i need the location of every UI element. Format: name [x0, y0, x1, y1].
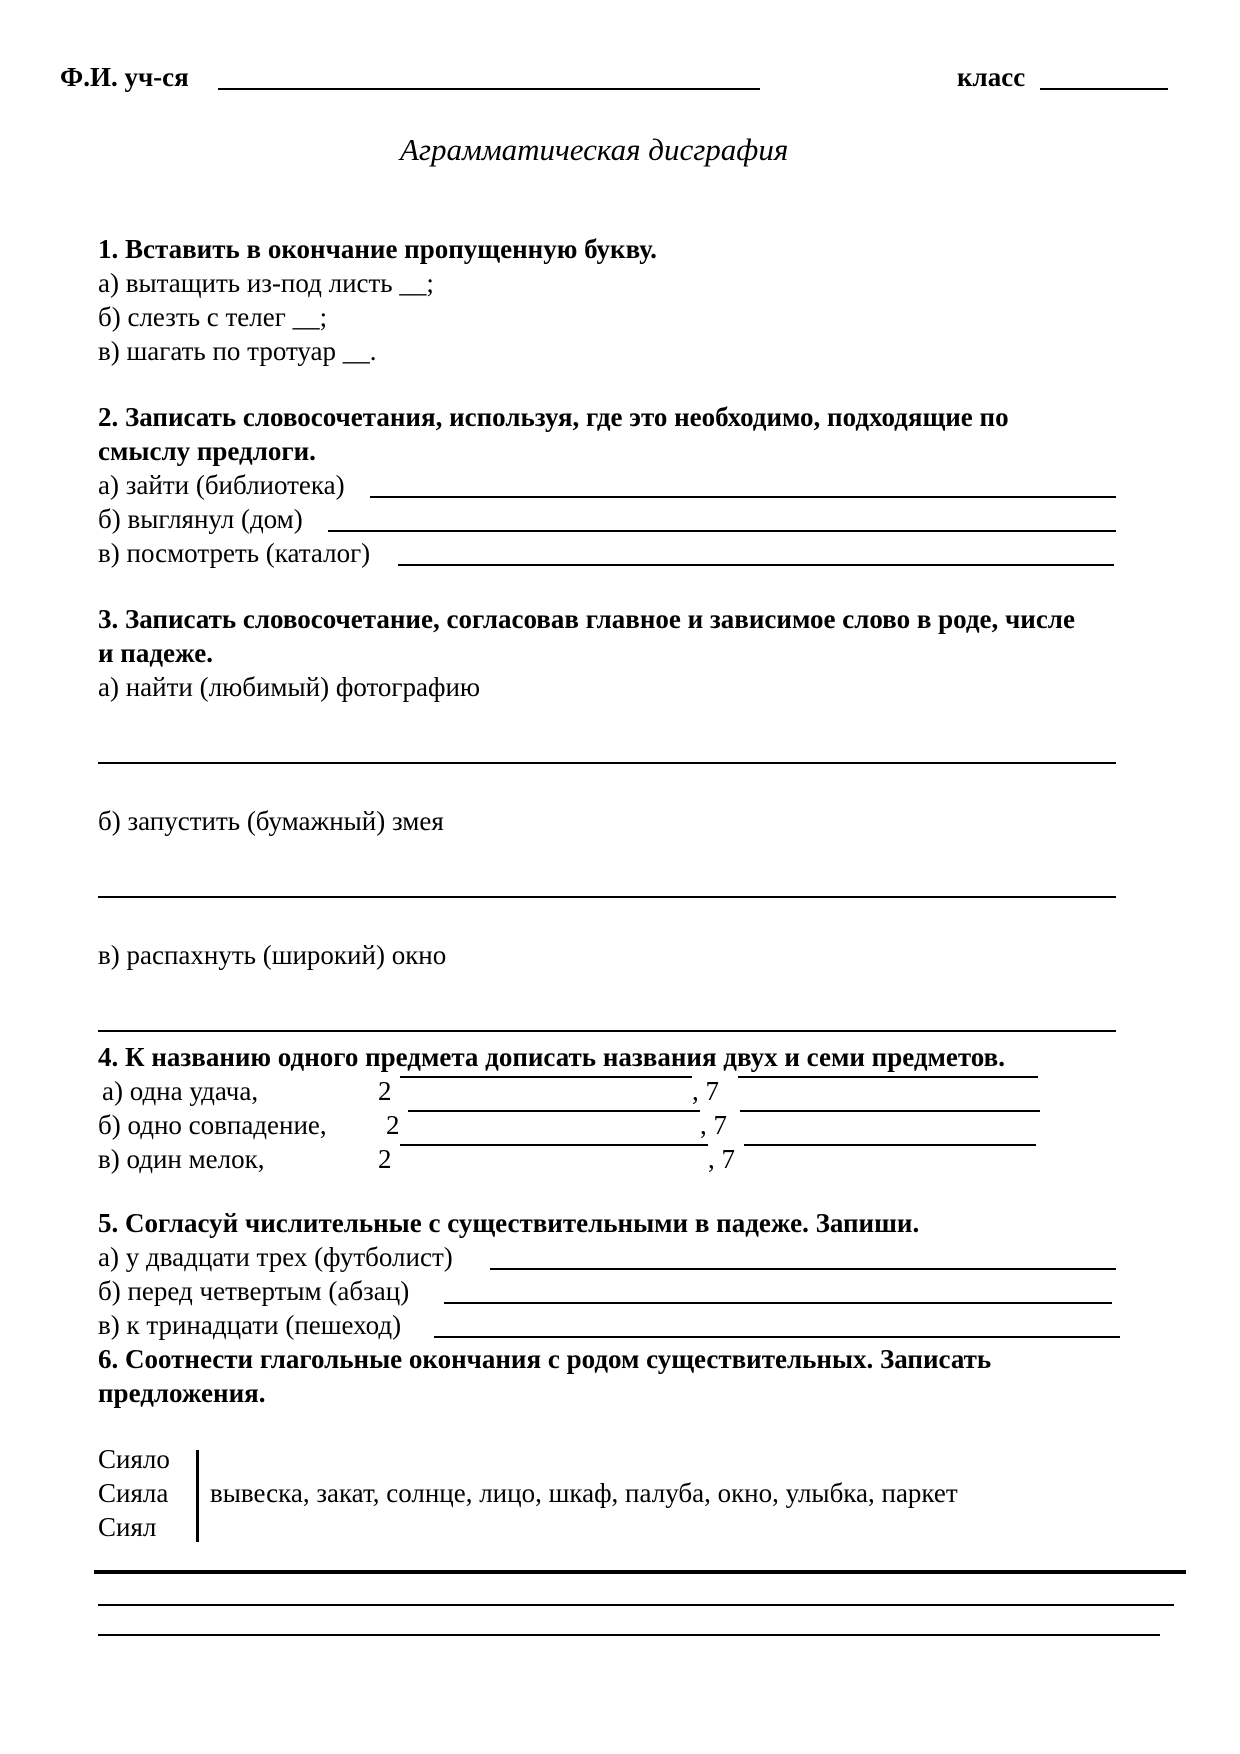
task5-item-a: а) у двадцати трех (футболист) [98, 1242, 453, 1272]
task5-item-b: б) перед четвертым (абзац) [98, 1276, 410, 1306]
task4-row-b-label: б) одно совпадение, [98, 1110, 327, 1140]
task2-heading-line1: 2. Записать словосочетания, используя, где это необходимо, подходящие по [98, 402, 1009, 432]
task3-item-b: б) запустить (бумажный) змея [98, 806, 444, 836]
task4-row-a-label: а) одна удача, [102, 1076, 259, 1106]
task4-row-a [0, 1076, 1240, 1108]
task6-answer-line-1[interactable] [94, 1570, 1186, 1574]
task4-row-a-two-field[interactable] [400, 1076, 692, 1078]
task6-verb-neuter: Сияло [98, 1444, 170, 1474]
task5-answer-line-c[interactable] [434, 1336, 1120, 1338]
task4-row-c-seven: , 7 [708, 1144, 735, 1174]
task4-row-a-two: 2 [378, 1076, 392, 1106]
task3-heading-line2: и падеже. [98, 638, 213, 668]
task4-heading: 4. К названию одного предмета дописать названия двух и семи предметов. [98, 1042, 1005, 1072]
task2-answer-line-a[interactable] [370, 496, 1116, 498]
task1-item-a: а) вытащить из-под листь __; [98, 268, 434, 298]
task6-heading-line2: предложения. [98, 1378, 266, 1408]
task3-item-c: в) распахнуть (широкий) окно [98, 940, 447, 970]
task4-row-b-seven: , 7 [700, 1110, 727, 1140]
task6-answer-line-3[interactable] [98, 1634, 1160, 1636]
task3-answer-line-a[interactable] [98, 762, 1116, 764]
task6-divider [196, 1450, 199, 1542]
task1-item-b: б) слезть с телег __; [98, 302, 328, 332]
task1-heading: 1. Вставить в окончание пропущенную букву. [98, 234, 657, 264]
task2-heading-line2: смыслу предлоги. [98, 436, 316, 466]
task3-answer-line-c[interactable] [98, 1030, 1116, 1032]
task2-item-a: а) зайти (библиотека) [98, 470, 345, 500]
task4-row-c-seven-field[interactable] [744, 1144, 1036, 1146]
task3-item-a: а) найти (любимый) фотографию [98, 672, 481, 702]
task6-verb-feminine: Сияла [98, 1478, 169, 1508]
task5-heading: 5. Согласуй числительные с существительными в падеже. Запиши. [98, 1208, 920, 1238]
task3-heading-line1: 3. Записать словосочетание, согласовав главное и зависимое слово в роде, числе [98, 604, 1075, 634]
task2-answer-line-c[interactable] [398, 564, 1114, 566]
task4-row-a-seven-field[interactable] [738, 1076, 1038, 1078]
task6-answer-line-2[interactable] [98, 1604, 1174, 1606]
task4-row-c [0, 1144, 1240, 1176]
task1-item-c: в) шагать по тротуар __. [98, 336, 377, 366]
class-field[interactable] [1040, 88, 1168, 90]
page-title: Аграмматическая дисграфия [400, 132, 789, 167]
task5-item-c: в) к тринадцати (пешеход) [98, 1310, 402, 1340]
task2-item-b: б) выглянул (дом) [98, 504, 303, 534]
task4-row-b-two: 2 [386, 1110, 400, 1140]
task4-row-b [0, 1110, 1240, 1142]
task3-answer-line-b[interactable] [98, 896, 1116, 898]
student-name-field[interactable] [218, 88, 760, 90]
task6-heading-line1: 6. Соотнести глагольные окончания с родом существительных. Записать [98, 1344, 992, 1374]
task2-answer-line-b[interactable] [328, 530, 1116, 532]
task4-row-c-two: 2 [378, 1144, 392, 1174]
task6-nouns: вывеска, закат, солнце, лицо, шкаф, палуба, окно, улыбка, паркет [210, 1478, 958, 1508]
task4-row-c-label: в) один мелок, [98, 1144, 265, 1174]
task4-row-b-two-field[interactable] [408, 1110, 700, 1112]
student-name-label: Ф.И. уч-ся [60, 62, 189, 92]
task6-verb-masculine: Сиял [98, 1512, 157, 1542]
task5-answer-line-a[interactable] [490, 1268, 1116, 1270]
task2-item-c: в) посмотреть (каталог) [98, 538, 371, 568]
task5-answer-line-b[interactable] [444, 1302, 1112, 1304]
task4-row-c-two-field[interactable] [400, 1144, 708, 1146]
class-label: класс [957, 62, 1026, 92]
task4-row-b-seven-field[interactable] [740, 1110, 1040, 1112]
task4-row-a-seven: , 7 [692, 1076, 719, 1106]
